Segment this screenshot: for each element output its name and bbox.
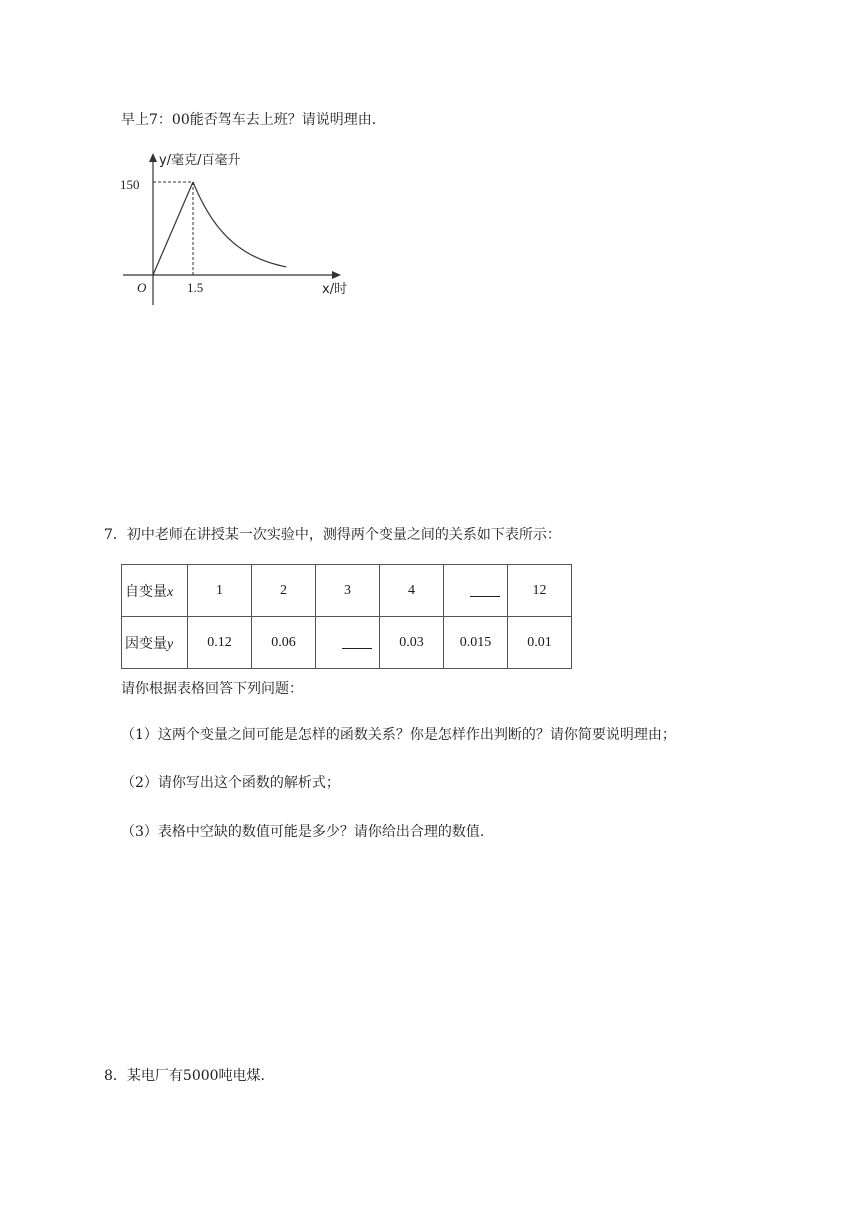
- origin-label: O: [137, 280, 147, 295]
- decay-curve: [193, 182, 286, 267]
- table-cell: 0.12: [188, 617, 252, 669]
- table-row: [122, 565, 572, 617]
- table-cell: 2: [252, 565, 316, 617]
- variables-table: [121, 564, 572, 669]
- question-7-text: 7．初中老师在讲授某一次实验中，测得两个变量之间的关系如下表所示：: [104, 527, 561, 543]
- table-cell: 12: [508, 565, 572, 617]
- question-7-sub-1: （1）这两个变量之间可能是怎样的函数关系？你是怎样作出判断的？请你简要说明理由；: [121, 727, 676, 743]
- question-7-sub-3: （3）表格中空缺的数值可能是多少？请你给出合理的数值.: [121, 824, 485, 840]
- y-axis-arrow: [149, 153, 157, 162]
- table-cell: 0.01: [508, 617, 572, 669]
- table-header-dependent: 因变量y: [122, 617, 188, 669]
- blank-line: [342, 636, 372, 649]
- table-cell-blank: [316, 617, 380, 669]
- table-cell: 4: [380, 565, 444, 617]
- table-header-independent: 自变量x: [122, 565, 188, 617]
- question-8-text: 8．某电厂有5000吨电煤.: [104, 1068, 265, 1084]
- x-axis-arrow: [332, 271, 341, 279]
- table-cell: 0.06: [252, 617, 316, 669]
- table-row: [122, 617, 572, 669]
- table-cell: 3: [316, 565, 380, 617]
- y-tick-label: 150: [120, 177, 140, 192]
- table-cell-blank: [444, 565, 508, 617]
- y-axis-label: y/毫克/百毫升: [159, 153, 241, 168]
- x-axis-label: x/时: [322, 282, 348, 297]
- graph-figure: [115, 140, 355, 310]
- question-7-sub-2: （2）请你写出这个函数的解析式；: [121, 775, 340, 791]
- table-cell: 0.03: [380, 617, 444, 669]
- rising-segment: [153, 182, 193, 275]
- question-6-tail: 早上7：00能否驾车去上班？请说明理由.: [121, 112, 377, 128]
- table-cell: 0.015: [444, 617, 508, 669]
- question-7-prompt: 请你根据表格回答下列问题：: [121, 681, 303, 697]
- table-cell: 1: [188, 565, 252, 617]
- blank-line: [470, 584, 500, 597]
- x-tick-label: 1.5: [187, 280, 204, 295]
